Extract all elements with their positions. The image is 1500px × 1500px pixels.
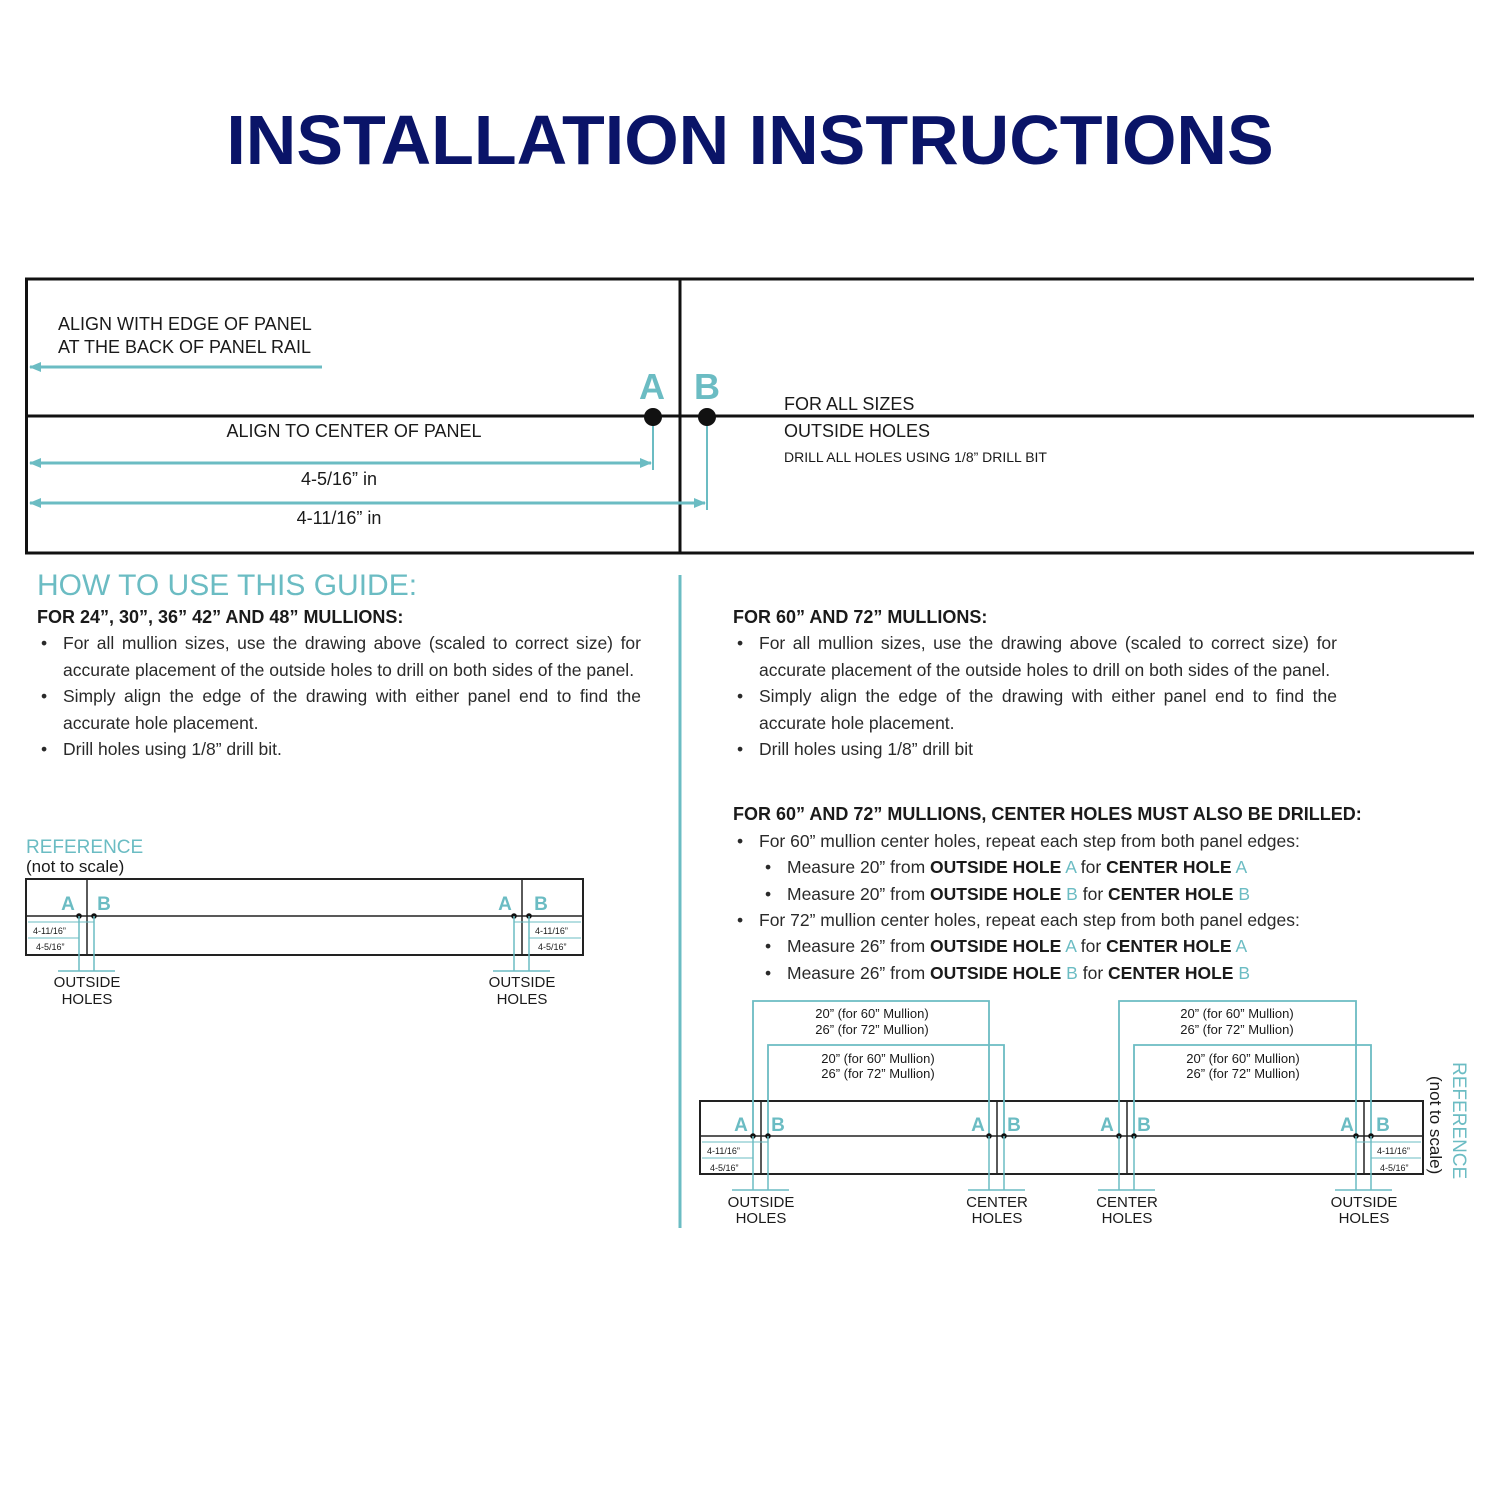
dim-b-label: 4-11/16”: [33, 926, 66, 936]
reference-diagram-large: [690, 990, 1490, 1240]
list-item: • Drill holes using 1/8” drill bit.: [37, 736, 641, 763]
list-item: • Drill holes using 1/8” drill bit: [733, 736, 1337, 763]
hole-b-label: B: [1376, 1115, 1390, 1136]
dim-a-label: 4-5/16”: [1380, 1163, 1409, 1173]
hole-b-label: B: [97, 894, 111, 915]
list-item: • For 72” mullion center holes, repeat each step from both panel edges:: [733, 907, 1433, 934]
hole-a-label: A: [61, 894, 75, 915]
left-bullets: [37, 630, 641, 763]
span-60-label: 20” (for 60” Mullion): [1186, 1051, 1300, 1066]
page-title: INSTALLATION INSTRUCTIONS: [226, 101, 1274, 179]
dim-a-label: 4-5/16”: [710, 1163, 739, 1173]
center-72-steps: [757, 933, 1457, 986]
list-item: • Simply align the edge of the drawing with either panel end to find the accurate hole placement.: [37, 683, 641, 736]
align-center-text: ALIGN TO CENTER OF PANEL: [226, 421, 482, 441]
center-72-list: [733, 907, 1433, 934]
span-72-label: 26” (for 72” Mullion): [815, 1022, 929, 1037]
span-72-label: 26” (for 72” Mullion): [1186, 1066, 1300, 1081]
list-item: • For all mullion sizes, use the drawing above (scaled to correct size) for accurate placement of the outside holes to drill on both sides of the panel.: [733, 630, 1337, 683]
hole-b-label: B: [694, 366, 720, 407]
all-sizes-text: FOR ALL SIZES: [784, 394, 915, 414]
dim-a-label: 4-5/16” in: [300, 469, 378, 489]
list-item: • For all mullion sizes, use the drawing above (scaled to correct size) for accurate placement of the outside holes to drill on both sides of the panel.: [37, 630, 641, 683]
holes-label: HOLES: [971, 1210, 1023, 1227]
hole-b-label: B: [1007, 1115, 1021, 1136]
outside-holes-text: OUTSIDE HOLES: [784, 421, 931, 441]
reference-subtitle: (not to scale): [1426, 1076, 1445, 1175]
right-heading: FOR 60” AND 72” MULLIONS:: [733, 607, 988, 627]
hole-a-label: A: [734, 1115, 748, 1136]
hole-b-label: B: [534, 894, 548, 915]
outside-label: OUTSIDE: [1330, 1194, 1398, 1211]
reference-diagram-small: [0, 830, 600, 1020]
dim-a-label: 4-5/16”: [36, 942, 65, 952]
span-60-label: 20” (for 60” Mullion): [821, 1051, 935, 1066]
center-label: CENTER: [1096, 1194, 1158, 1211]
align-edge-text: ALIGN WITH EDGE OF PANEL: [58, 314, 312, 334]
hole-a-label: A: [498, 894, 512, 915]
holes-label: HOLES: [61, 991, 113, 1008]
right-bullets: [733, 630, 1337, 763]
outside-label: OUTSIDE: [53, 974, 121, 991]
hole-b-label: B: [1137, 1115, 1151, 1136]
panel-outline: [700, 1101, 1423, 1174]
holes-label: HOLES: [496, 991, 548, 1008]
outside-holes-left: [702, 1115, 794, 1227]
hole-a-label: A: [971, 1115, 985, 1136]
guide-title: HOW TO USE THIS GUIDE:: [37, 569, 418, 602]
hole-a-label: A: [1100, 1115, 1114, 1136]
list-item: • Measure 26” from OUTSIDE HOLE A for CENTER HOLE A: [757, 933, 1457, 960]
outside-holes-right: [1331, 1115, 1421, 1227]
outside-label: OUTSIDE: [488, 974, 556, 991]
dim-b-label: 4-11/16” in: [296, 508, 382, 528]
reference-subtitle: (not to scale): [26, 857, 125, 876]
reference-title: REFERENCE: [1448, 1062, 1469, 1180]
dim-b-label: 4-11/16”: [707, 1146, 740, 1156]
list-item: • Measure 20” from OUTSIDE HOLE A for CENTER HOLE A: [757, 854, 1457, 881]
list-item: • Measure 26” from OUTSIDE HOLE B for CENTER HOLE B: [757, 960, 1457, 987]
list-item: • Simply align the edge of the drawing with either panel end to find the accurate hole placement.: [733, 683, 1337, 736]
hole-b-dot: [698, 408, 716, 426]
outside-label: OUTSIDE: [727, 1194, 795, 1211]
list-item: • For 60” mullion center holes, repeat each step from both panel edges:: [733, 828, 1433, 855]
list-item: • Measure 20” from OUTSIDE HOLE B for CENTER HOLE B: [757, 881, 1457, 908]
dim-b-label: 4-11/16”: [1377, 1146, 1410, 1156]
center-holes-heading: FOR 60” AND 72” MULLIONS, CENTER HOLES MUST ALSO BE DRILLED:: [733, 804, 1362, 824]
holes-label: HOLES: [1338, 1210, 1390, 1227]
span-60-label: 20” (for 60” Mullion): [1180, 1006, 1294, 1021]
holes-label: HOLES: [1101, 1210, 1153, 1227]
hole-a-label: A: [639, 366, 665, 407]
hole-b-label: B: [771, 1115, 785, 1136]
drill-bit-text: DRILL ALL HOLES USING 1/8” DRILL BIT: [784, 449, 1047, 465]
dim-b-label: 4-11/16”: [535, 926, 568, 936]
holes-label: HOLES: [735, 1210, 787, 1227]
align-rail-text: AT THE BACK OF PANEL RAIL: [58, 337, 312, 357]
span-60-label: 20” (for 60” Mullion): [815, 1006, 929, 1021]
center-60-list: [733, 828, 1433, 855]
center-label: CENTER: [966, 1194, 1028, 1211]
dim-a-label: 4-5/16”: [538, 942, 567, 952]
center-60-steps: [757, 854, 1457, 907]
span-72-label: 26” (for 72” Mullion): [821, 1066, 935, 1081]
left-heading: FOR 24”, 30”, 36” 42” AND 48” MULLIONS:: [37, 607, 404, 627]
reference-title: REFERENCE: [26, 837, 144, 858]
panel-outline: [26, 879, 583, 955]
hole-a-label: A: [1340, 1115, 1354, 1136]
span-72-label: 26” (for 72” Mullion): [1180, 1022, 1294, 1037]
hole-a-dot: [644, 408, 662, 426]
